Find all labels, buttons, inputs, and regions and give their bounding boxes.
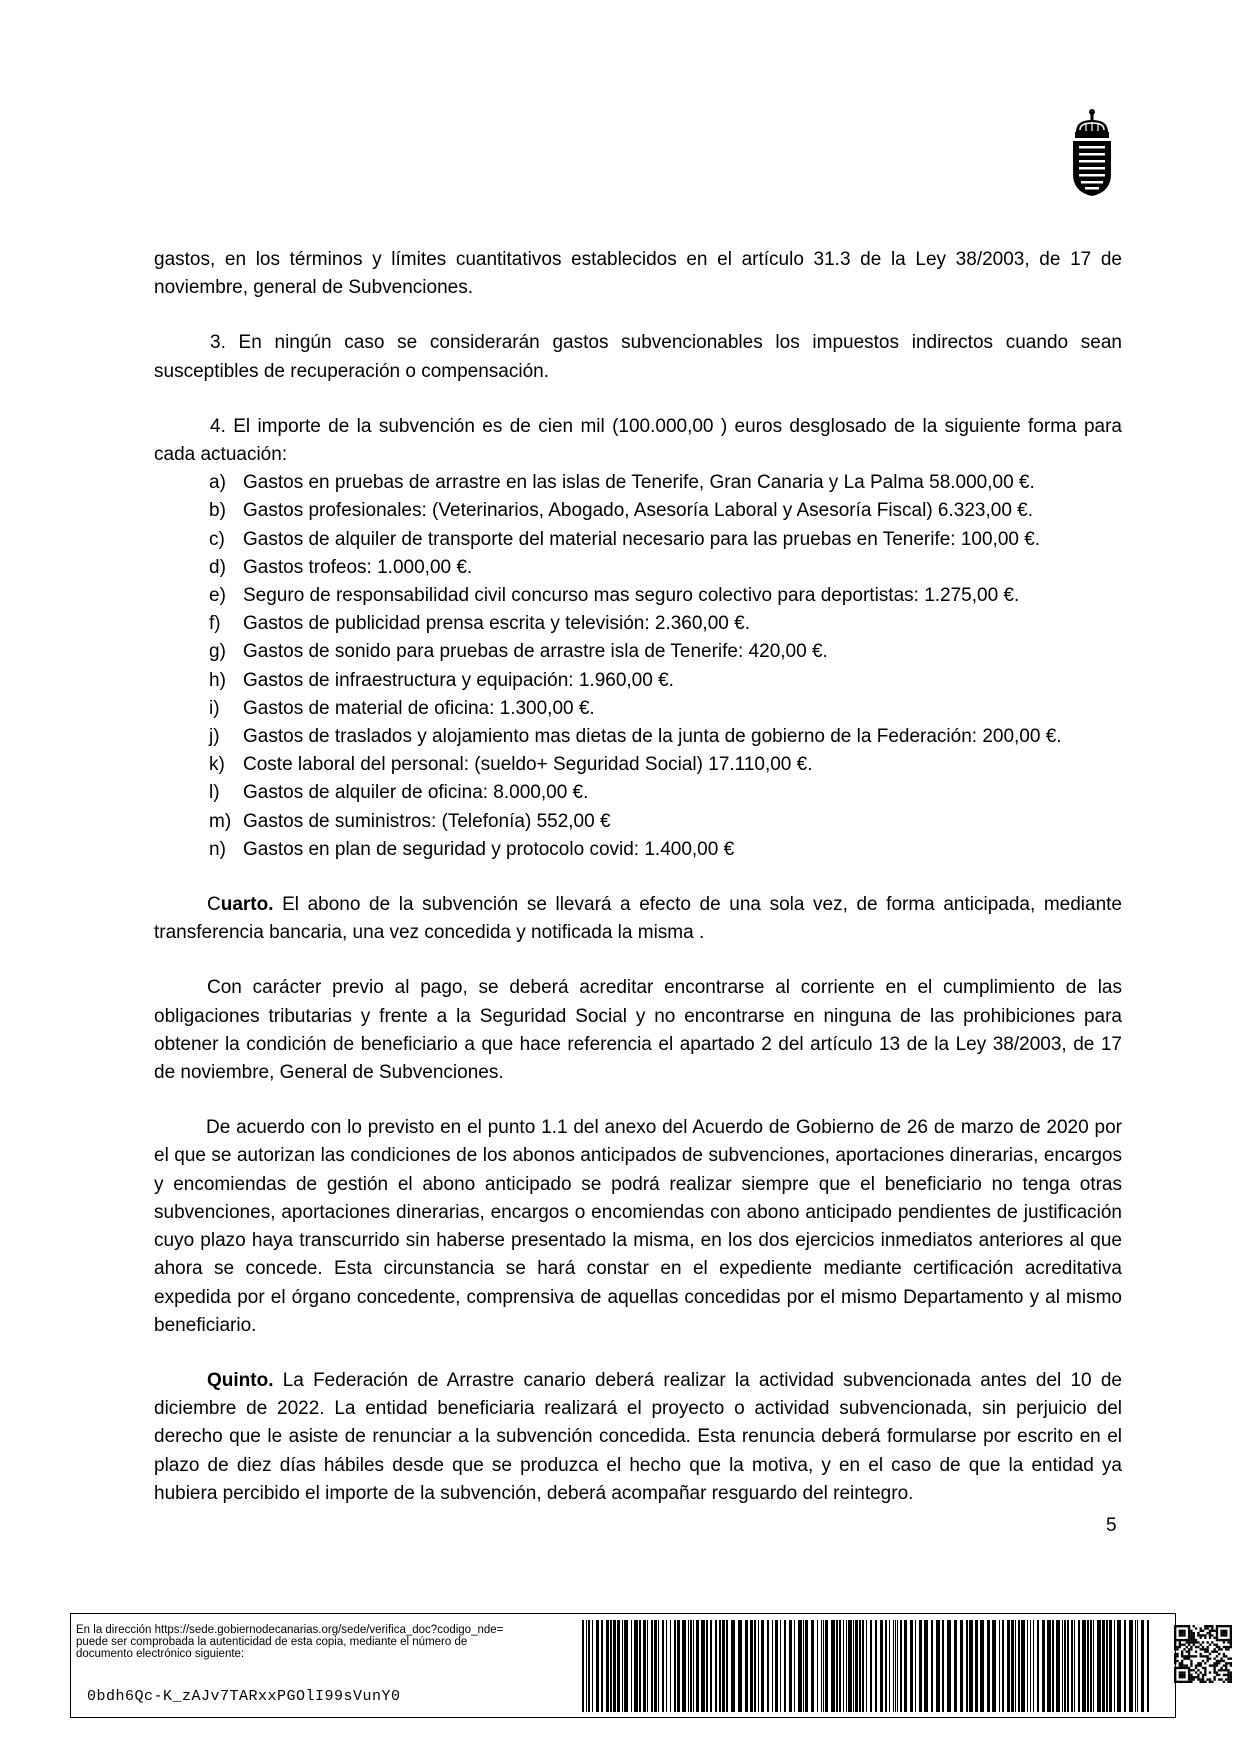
verification-footer	[70, 1613, 1176, 1718]
paragraph-acuerdo: De acuerdo con lo previsto en el punto 1.1 del anexo del Acuerdo de Gobierno de 26 de marzo de 2020 por el que se autorizan las condiciones de los abonos anticipados de subvenciones, aportaciones dinerarias, encargos y encomiendas de gestión el abono anticipado se podrá realizar siempre que el beneficiario no tenga otras subvenciones, aportaciones dinerarias, encargos o encomiendas con abono anticipado pendientes de justificación cuyo plazo haya transcurrido sin haberse presentado la misma, en los dos ejercicios inmediatos anteriores al que ahora se concede. Esta circunstancia se hará constar en el expediente mediante certificación acreditativa expedida por el órgano concedente, comprensiva de aquellas concedidas por el mismo Departamento y al mismo beneficiario.	[154, 1117, 1122, 1336]
list-item: c) Gastos de alquiler de transporte del material necesario para las pruebas en Tenerife: 100,00 €.	[209, 528, 1041, 550]
barcode-icon	[574, 1618, 1159, 1714]
list-item: b) Gastos profesionales: (Veterinarios, Abogado, Asesoría Laboral y Asesoría Fiscal) 6.323,00 €.	[209, 500, 1034, 522]
list-item: n) Gastos en plan de seguridad y protocolo covid: 1.400,00 €	[209, 838, 735, 860]
page-number: 5	[1106, 1515, 1117, 1536]
list-item: a) Gastos en pruebas de arrastre en las islas de Tenerife, Gran Canaria y La Palma 58.000,00 €.	[209, 472, 1035, 494]
verification-line-2: puede ser comprobada la autenticidad de esta copia, mediante el número de	[76, 1636, 468, 1648]
list-item: e) Seguro de responsabilidad civil concurso mas seguro colectivo para deportistas: 1.275,00 €.	[209, 585, 1020, 607]
coat-of-arms-logo	[1070, 108, 1114, 196]
paragraph-cuarto	[154, 891, 1122, 947]
quinto-heading: Quinto.	[207, 1369, 274, 1391]
list-item: l) Gastos de alquiler de oficina: 8.000,00 €.	[209, 782, 589, 804]
list-item: j) Gastos de traslados y alojamiento mas dietas de la junta de gobierno de la Federación: 200,00 €.	[209, 726, 1062, 748]
paragraph-importe: 4. El importe de la subvención es de cien mil (100.000,00 ) euros desglosado de la siguiente forma para cada actuación:	[154, 415, 1122, 466]
list-item: h) Gastos de infraestructura y equipación: 1.960,00 €.	[209, 669, 674, 691]
list-item: i) Gastos de material de oficina: 1.300,00 €.	[209, 697, 595, 719]
list-item: f) Gastos de publicidad prensa escrita y televisión: 2.360,00 €.	[209, 613, 750, 635]
list-item: k) Coste laboral del personal: (sueldo+ Seguridad Social) 17.110,00 €.	[209, 754, 813, 776]
quinto-text: La Federación de Arrastre canario deberá realizar la actividad subvencionada antes del 10 de diciembre de 2022. La entidad beneficiaria realizará el proyecto o actividad subvencionada, sin perjuicio del derecho que le asiste de renunciar a la subvención concedida. Esta renuncia deberá formularse por escrito en el plazo de diez días hábiles desde que se produzca el hecho que la motiva, y en el caso de que la entidad ya hubiera percibido el importe de la subvención, deberá acompañar resguardo del reintegro.	[154, 1369, 1122, 1504]
verification-line-1: En la dirección https://sede.gobiernodecanarias.org/sede/verifica_doc?codigo_nde=	[76, 1624, 504, 1636]
cuarto-text: El abono de la subvención se llevará a efecto de una sola vez, de forma anticipada, mediante transferencia bancaria, una vez concedida y notificada la misma .	[154, 894, 1122, 944]
document-body	[154, 246, 1122, 1508]
verification-line-3: documento electrónico siguiente:	[76, 1648, 245, 1660]
list-item: g) Gastos de sonido para pruebas de arrastre isla de Tenerife: 420,00 €.	[209, 641, 828, 663]
cuarto-heading-plain: C	[207, 894, 221, 916]
qr-code-icon[interactable]	[1174, 1625, 1232, 1683]
list-item: d) Gastos trofeos: 1.000,00 €.	[209, 556, 473, 578]
paragraph-quinto	[154, 1367, 1122, 1508]
list-item: m) Gastos de suministros: (Telefonía) 552,00 €	[209, 810, 611, 832]
paragraph-impuestos: 3. En ningún caso se considerarán gastos subvencionables los impuestos indirectos cuando sean susceptibles de recuperación o compensación.	[154, 332, 1122, 382]
expense-list	[154, 469, 1122, 864]
paragraph-gastos: gastos, en los términos y límites cuantitativos establecidos en el artículo 31.3 de la Ley 38/2003, de 17 de noviembre, general de Subvenciones.	[154, 249, 1122, 299]
document-code: 0bdh6Qc-K_zAJv7TARxxPGOlI99sVunY0	[87, 1688, 401, 1705]
verification-text	[76, 1624, 576, 1660]
cuarto-heading-bold: uarto.	[220, 894, 274, 916]
paragraph-pago-previo: Con carácter previo al pago, se deberá acreditar encontrarse al corriente en el cumplimiento de las obligaciones tributarias y frente a la Seguridad Social y no encontrarse en ninguna de las prohibiciones para obtener la condición de beneficiario a que hace referencia el apartado 2 del artículo 13 de la Ley 38/2003, de 17 de noviembre, General de Subvenciones.	[154, 977, 1122, 1084]
